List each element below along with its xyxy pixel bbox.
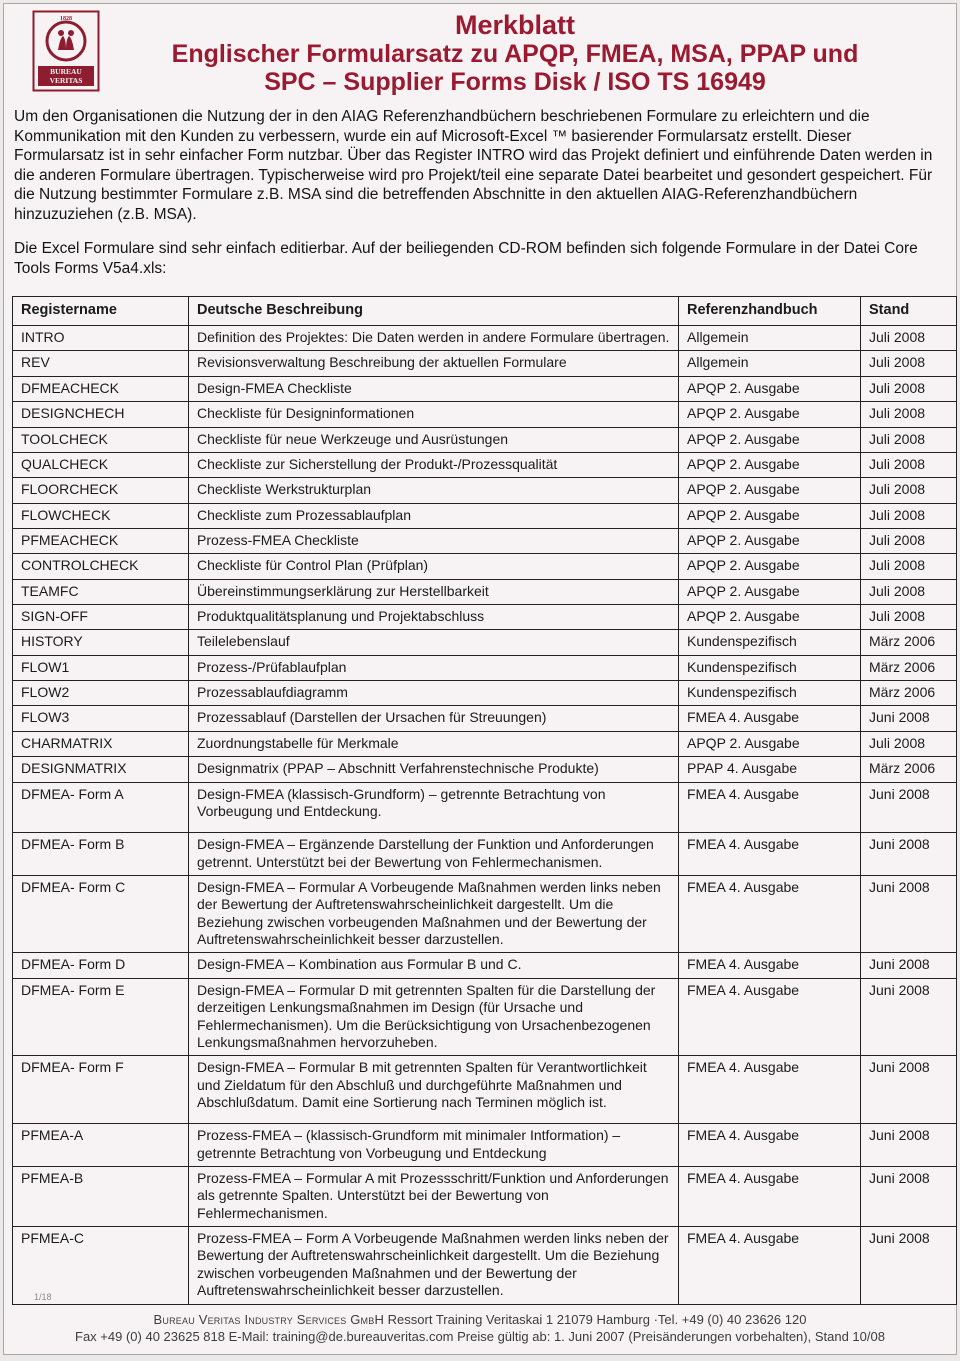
page-subtitle-line2: SPC – Supplier Forms Disk / ISO TS 16949 [264, 68, 766, 97]
bureau-veritas-logo-icon [32, 10, 100, 92]
cell-stand: Juli 2008 [861, 326, 957, 351]
cell-registername: CONTROLCHECK [13, 554, 189, 579]
cell-referenzhandbuch: FMEA 4. Ausgabe [679, 706, 861, 731]
table-row [13, 402, 957, 427]
table-row [13, 452, 957, 477]
cell-beschreibung: Definition des Projektes: Die Daten werden in andere Formulare übertragen. [189, 326, 679, 351]
table-row [13, 655, 957, 680]
cell-referenzhandbuch: Kundenspezifisch [679, 655, 861, 680]
cell-referenzhandbuch: FMEA 4. Ausgabe [679, 833, 861, 876]
cell-stand: Juli 2008 [861, 731, 957, 756]
table-row [13, 579, 957, 604]
cell-registername: FLOW1 [13, 655, 189, 680]
cell-referenzhandbuch: APQP 2. Ausgabe [679, 478, 861, 503]
cell-referenzhandbuch: APQP 2. Ausgabe [679, 376, 861, 401]
cell-beschreibung: Design-FMEA – Formular D mit getrennten Spalten für die Darstellung der derzeitigen Lenkungsmaßnahmen im Design (für Ursache und Fehlermechanismen). Um die Berücksichtigung von Ursachenbezogenen Lenkungsmaßnahmen hervorzuheben. [189, 978, 679, 1055]
table-row [13, 1124, 957, 1167]
cell-stand: Juni 2008 [861, 782, 957, 833]
cell-beschreibung: Prozess-FMEA Checkliste [189, 528, 679, 553]
cell-stand: Juni 2008 [861, 876, 957, 953]
cell-referenzhandbuch: FMEA 4. Ausgabe [679, 953, 861, 978]
cell-referenzhandbuch: FMEA 4. Ausgabe [679, 1167, 861, 1227]
cell-beschreibung: Design-FMEA Checkliste [189, 376, 679, 401]
cell-referenzhandbuch: FMEA 4. Ausgabe [679, 1124, 861, 1167]
cell-registername: FLOWCHECK [13, 503, 189, 528]
footer-address: Ressort Training Veritaskai 1 21079 Hamburg ·Tel. +49 (0) 40 23626 120 [387, 1311, 807, 1327]
cell-registername: TOOLCHECK [13, 427, 189, 452]
cell-stand: März 2006 [861, 630, 957, 655]
table-row [13, 833, 957, 876]
svg-text:1828: 1828 [60, 16, 72, 22]
cell-beschreibung: Designmatrix (PPAP – Abschnitt Verfahrenstechnische Produkte) [189, 757, 679, 782]
cell-beschreibung: Checkliste Werkstrukturplan [189, 478, 679, 503]
page-title: Merkblatt [454, 10, 576, 40]
table-header-row [13, 297, 957, 326]
cell-registername: DESIGNCHECH [13, 402, 189, 427]
cell-beschreibung: Design-FMEA (klassisch-Grundform) – getrennte Betrachtung von Vorbeugung und Entdeckung. [189, 782, 679, 833]
cell-registername: DFMEA- Form B [13, 833, 189, 876]
svg-text:VERITAS: VERITAS [49, 76, 83, 85]
cell-referenzhandbuch: Allgemein [679, 326, 861, 351]
forms-table-body [13, 326, 957, 1304]
cell-stand: März 2006 [861, 681, 957, 706]
table-row [13, 706, 957, 731]
cell-stand: Juni 2008 [861, 953, 957, 978]
cell-stand: Juni 2008 [861, 706, 957, 731]
column-header-referenzhandbuch: Referenzhandbuch [679, 297, 861, 326]
cell-stand: Juli 2008 [861, 452, 957, 477]
cell-stand: Juli 2008 [861, 427, 957, 452]
column-header-beschreibung: Deutsche Beschreibung [189, 297, 679, 326]
cell-registername: DFMEA- Form A [13, 782, 189, 833]
table-row [13, 1167, 957, 1227]
cell-beschreibung: Checkliste für Control Plan (Prüfplan) [189, 554, 679, 579]
cell-stand: Juli 2008 [861, 402, 957, 427]
cell-stand: Juni 2008 [861, 833, 957, 876]
cell-registername: FLOORCHECK [13, 478, 189, 503]
cell-referenzhandbuch: APQP 2. Ausgabe [679, 427, 861, 452]
cell-registername: INTRO [13, 326, 189, 351]
cell-beschreibung: Zuordnungstabelle für Merkmale [189, 731, 679, 756]
cell-registername: TEAMFC [13, 579, 189, 604]
cell-beschreibung: Design-FMEA – Ergänzende Darstellung der Funktion und Anforderungen getrennt. Unterstützt bei der Bewertung von Fehlermechanismen. [189, 833, 679, 876]
cell-registername: CHARMATRIX [13, 731, 189, 756]
cell-registername: HISTORY [13, 630, 189, 655]
document-title-block [94, 10, 936, 96]
cell-beschreibung: Checkliste für neue Werkzeuge und Ausrüstungen [189, 427, 679, 452]
cell-referenzhandbuch: APQP 2. Ausgabe [679, 731, 861, 756]
cell-referenzhandbuch: FMEA 4. Ausgabe [679, 782, 861, 833]
cell-stand: Juli 2008 [861, 605, 957, 630]
cell-beschreibung: Checkliste für Designinformationen [189, 402, 679, 427]
cell-stand: Juni 2008 [861, 1056, 957, 1124]
cell-stand: Juli 2008 [861, 503, 957, 528]
table-row [13, 1056, 957, 1124]
company-name: Bureau Veritas Industry Services GmbH [153, 1311, 385, 1327]
page-subtitle-line1: Englischer Formularsatz zu APQP, FMEA, MSA, PPAP und [171, 40, 859, 69]
table-row [13, 376, 957, 401]
cell-referenzhandbuch: Allgemein [679, 351, 861, 376]
footer-line-1 [14, 1311, 946, 1329]
cell-registername: DFMEA- Form C [13, 876, 189, 953]
table-row [13, 876, 957, 953]
cell-stand: Juli 2008 [861, 351, 957, 376]
cell-beschreibung: Übereinstimmungserklärung zur Herstellbarkeit [189, 579, 679, 604]
cell-beschreibung: Design-FMEA – Formular B mit getrennten Spalten für Verantwortlichkeit und Zieldatum für den Abschluß und durchgeführte Maßnahmen und Abschlußdatum. Damit eine Sortierung nach Terminen möglich ist. [189, 1056, 679, 1124]
intro-paragraph: Um den Organisationen die Nutzung der in den AIAG Referenzhandbüchern beschriebenen Formulare zu erleichtern und die Kommunikation mit den Kunden zu verbessern, wurde ein auf Microsoft-Excel ™ basierender Formularsatz erstellt. Dieser Formularsatz ist in sehr einfacher Form nutzbar. Über das Register INTRO wird das Projekt definiert und einführende Daten werden in die anderen Formulare übertragen. Typischerweise wird pro Projekt/teil eine separate Datei bearbeitet und gesondert gespeichert. Für die Nutzung bestimmter Formulare z.B. MSA sind die betreffenden Abschnitte in den aktuellen AIAG-Referenzhandbüchern hinzuzuziehen (z.B. MSA). [14, 108, 933, 223]
cell-stand: Juni 2008 [861, 1124, 957, 1167]
document-page [3, 3, 957, 1355]
cdrom-paragraph: Die Excel Formulare sind sehr einfach editierbar. Auf der beiliegenden CD-ROM befinden sich folgende Formulare in der Datei Core Tools Forms V5a4.xls: [14, 240, 918, 277]
table-row [13, 681, 957, 706]
table-row [13, 757, 957, 782]
cell-referenzhandbuch: APQP 2. Ausgabe [679, 528, 861, 553]
cell-stand: Juli 2008 [861, 528, 957, 553]
cell-registername: SIGN-OFF [13, 605, 189, 630]
table-row [13, 782, 957, 833]
cell-beschreibung: Revisionsverwaltung Beschreibung der aktuellen Formulare [189, 351, 679, 376]
cell-registername: PFMEACHECK [13, 528, 189, 553]
cell-beschreibung: Checkliste zur Sicherstellung der Produkt-/Prozessqualität [189, 452, 679, 477]
cell-referenzhandbuch: APQP 2. Ausgabe [679, 452, 861, 477]
table-row [13, 978, 957, 1055]
cell-stand: Juli 2008 [861, 554, 957, 579]
cell-stand: Juli 2008 [861, 478, 957, 503]
table-row [13, 351, 957, 376]
cell-beschreibung: Prozess-FMEA – (klassisch-Grundform mit minimaler Intformation) – getrennte Betrachtung von Vorbeugung und Entdeckung [189, 1124, 679, 1167]
cell-registername: DESIGNMATRIX [13, 757, 189, 782]
cell-referenzhandbuch: FMEA 4. Ausgabe [679, 1227, 861, 1304]
cell-registername: PFMEA-A [13, 1124, 189, 1167]
cell-referenzhandbuch: APQP 2. Ausgabe [679, 605, 861, 630]
cell-registername: DFMEA- Form E [13, 978, 189, 1055]
cell-referenzhandbuch: FMEA 4. Ausgabe [679, 1056, 861, 1124]
cell-stand: Juli 2008 [861, 376, 957, 401]
cell-beschreibung: Prozess-FMEA – Form A Vorbeugende Maßnahmen werden links neben der Bewertung der Auftretenswahrscheinlichkeit dargestellt. Um die Beziehung zwischen vorbeugenden Maßnahmen und der Bewertung der Auftretenswahrscheinlichkeit besser darzustellen. [189, 1227, 679, 1304]
table-row [13, 1227, 957, 1304]
cell-referenzhandbuch: Kundenspezifisch [679, 681, 861, 706]
cell-registername: REV [13, 351, 189, 376]
column-header-stand: Stand [861, 297, 957, 326]
cell-registername: DFMEACHECK [13, 376, 189, 401]
cell-referenzhandbuch: APQP 2. Ausgabe [679, 579, 861, 604]
cell-referenzhandbuch: FMEA 4. Ausgabe [679, 876, 861, 953]
cell-beschreibung: Prozessablaufdiagramm [189, 681, 679, 706]
column-header-registername: Registername [13, 297, 189, 326]
cell-stand: Juli 2008 [861, 579, 957, 604]
cell-referenzhandbuch: APQP 2. Ausgabe [679, 402, 861, 427]
table-row [13, 427, 957, 452]
cell-stand: März 2006 [861, 757, 957, 782]
cell-beschreibung: Teilelebenslauf [189, 630, 679, 655]
document-footer [4, 1305, 956, 1354]
document-header [4, 4, 956, 98]
page-marker: 1/18 [34, 1292, 52, 1302]
table-row [13, 554, 957, 579]
cell-beschreibung: Prozess-/Prüfablaufplan [189, 655, 679, 680]
forms-table [12, 296, 957, 1304]
footer-line-2: Fax +49 (0) 40 23625 818 E-Mail: training@de.bureauveritas.com Preise gültig ab: 1. Juni 2007 (Preisänderungen vorbehalten), Stand 10/08 [75, 1329, 885, 1345]
table-row [13, 326, 957, 351]
cell-registername: FLOW3 [13, 706, 189, 731]
table-row [13, 528, 957, 553]
table-row [13, 630, 957, 655]
cell-stand: Juni 2008 [861, 978, 957, 1055]
cell-registername: QUALCHECK [13, 452, 189, 477]
cell-referenzhandbuch: FMEA 4. Ausgabe [679, 978, 861, 1055]
table-row [13, 503, 957, 528]
cell-stand: Juni 2008 [861, 1167, 957, 1227]
cell-stand: Juni 2008 [861, 1227, 957, 1304]
cell-referenzhandbuch: PPAP 4. Ausgabe [679, 757, 861, 782]
cell-referenzhandbuch: APQP 2. Ausgabe [679, 503, 861, 528]
cell-registername: DFMEA- Form F [13, 1056, 189, 1124]
cell-stand: März 2006 [861, 655, 957, 680]
cell-referenzhandbuch: Kundenspezifisch [679, 630, 861, 655]
svg-text:BUREAU: BUREAU [50, 67, 82, 76]
cell-registername: PFMEA-C [13, 1227, 189, 1304]
cell-beschreibung: Produktqualitätsplanung und Projektabschluss [189, 605, 679, 630]
cell-beschreibung: Prozessablauf (Darstellen der Ursachen für Streuungen) [189, 706, 679, 731]
cell-beschreibung: Prozess-FMEA – Formular A mit Prozessschritt/Funktion und Anforderungen als getrennte Spalten. Unterstützt bei der Bewertung von Fehlermechanismen. [189, 1167, 679, 1227]
table-row [13, 953, 957, 978]
cell-referenzhandbuch: APQP 2. Ausgabe [679, 554, 861, 579]
cell-beschreibung: Design-FMEA – Kombination aus Formular B und C. [189, 953, 679, 978]
cell-registername: FLOW2 [13, 681, 189, 706]
cell-beschreibung: Design-FMEA – Formular A Vorbeugende Maßnahmen werden links neben der Bewertung der Auftretenswahrscheinlichkeit dargestellt. Um die Beziehung zwischen vorbeugenden Maßnahmen und der Bewertung der Auftretenswahrscheinlichkeit besser darzustellen. [189, 876, 679, 953]
cell-beschreibung: Checkliste zum Prozessablaufplan [189, 503, 679, 528]
cell-registername: DFMEA- Form D [13, 953, 189, 978]
cell-registername: PFMEA-B [13, 1167, 189, 1227]
table-row [13, 731, 957, 756]
table-row [13, 478, 957, 503]
table-row [13, 605, 957, 630]
